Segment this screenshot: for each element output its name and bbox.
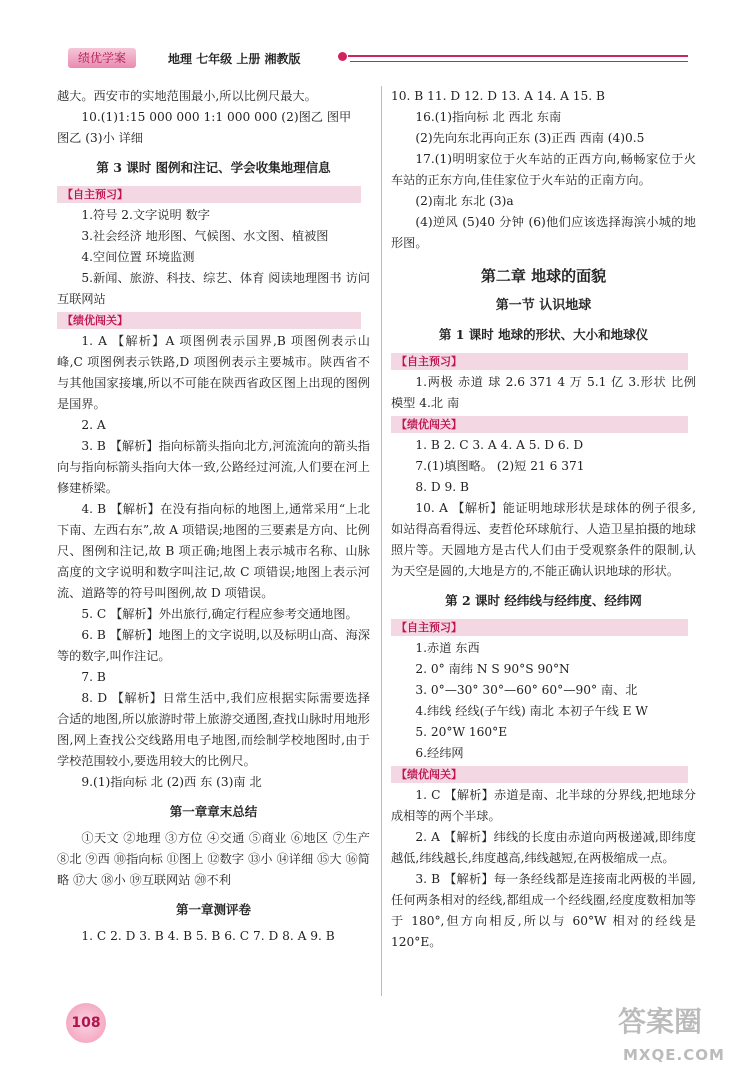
page-header (58, 40, 698, 72)
section-tag: 【绩优闯关】 (391, 766, 688, 783)
answer-line: 6.经纬网 (415, 746, 464, 760)
answer-line: 2. A 【解析】纬线的长度由赤道向两极递减,即纬度越低,纬线越长,纬度越高,纬线越短,在两极缩成一点。 (391, 830, 696, 865)
answer-line: 8. D 【解析】日常生活中,我们应根据实际需要选择合适的地图,所以旅游时带上旅游交通图,查找山脉时用地形图,网上查找公交线路用电子地图,而绘制学校地图时,由于学校范围较小,要选用较大的比例尺。 (57, 691, 370, 768)
column-divider (381, 86, 382, 996)
answer-line: 10. B 11. D 12. D 13. A 14. A 15. B (391, 89, 605, 103)
answer-line: 1.符号 2.文字说明 数字 (81, 208, 210, 222)
answer-line: 1.赤道 东西 (415, 641, 480, 655)
section-tag: 【自主预习】 (391, 619, 688, 636)
lesson-heading: 第 3 课时 图例和注记、学会收集地理信息 (96, 160, 331, 175)
lesson-heading: 第一章测评卷 (175, 902, 251, 917)
left-column (57, 86, 370, 947)
watermark-url: MXQE.COM (623, 1046, 725, 1064)
answer-line: 4.空间位置 环境监测 (81, 250, 195, 264)
answer-line: 2. 0° 南纬 N S 90°S 90°N (415, 662, 570, 676)
answer-line: 3. B 【解析】每一条经线都是连接南北两极的半圆,任何两条相对的经线,都组成一个经线圈,经度度数相加等于 180°,但方向相反,所以与 60°W 相对的经线是 120°E。 (391, 872, 696, 949)
answer-line: 3.社会经济 地形图、气候图、水文图、植被图 (81, 229, 329, 243)
answer-line: 5. C 【解析】外出旅行,确定行程应参考交通地图。 (81, 607, 358, 621)
answer-line: 7. B (81, 670, 106, 684)
section-heading: 第一节 认识地球 (495, 298, 592, 313)
header-rule-thin (350, 61, 688, 62)
brand-badge: 绩优学案 (68, 48, 136, 68)
answer-line: 7.(1)填图略。 (2)短 21 6 371 (415, 459, 585, 473)
answer-line: 16.(1)指向标 北 西北 东南 (415, 110, 562, 124)
answer-line: 1. A 【解析】A 项图例表示国界,B 项图例表示山峰,C 项图例表示铁路,D 项图例表示主要城市。陕西省不与其他国家接壤,所以不可能在陕西省政区图上出现的图例是国界。 (57, 334, 370, 411)
watermark-logo: 答案圈 (618, 1005, 703, 1038)
lesson-heading: 第 1 课时 地球的形状、大小和地球仪 (438, 327, 649, 342)
answer-line: 图乙 (3)小 详细 (57, 131, 143, 145)
answer-line: 1. C 2. D 3. B 4. B 5. B 6. C 7. D 8. A 9. B (81, 929, 335, 943)
answer-line: (4)逆风 (5)40 分钟 (6)他们应该选择海滨小城的地形图。 (391, 215, 696, 250)
answer-line: 6. B 【解析】地图上的文字说明,以及标明山高、海深等的数字,叫作注记。 (57, 628, 370, 663)
answer-line: (2)南北 东北 (3)a (415, 194, 514, 208)
answer-line: 10.(1)1:15 000 000 1:1 000 000 (2)图乙 图甲 (81, 110, 352, 124)
answer-line: 4.纬线 经线(子午线) 南北 本初子午线 E W (415, 704, 648, 718)
section-tag: 【绩优闯关】 (57, 312, 361, 329)
answer-line: ①天文 ②地理 ③方位 ④交通 ⑤商业 ⑥地区 ⑦生产 ⑧北 ⑨西 ⑩指向标 ⑪图上 ⑫数字 ⑬小 ⑭详细 ⑮大 ⑯简略 ⑰大 ⑱小 ⑲互联网站 ⑳不利 (57, 831, 370, 887)
answer-line: 10. A 【解析】能证明地球形状是球体的例子很多,如站得高看得远、麦哲伦环球航行、人造卫星拍摄的地球照片等。天圆地方是古代人们由于受观察条件的限制,认为天空是圆的,大地是方的,不能正确认识地球的形状。 (391, 501, 696, 578)
answer-line: 5.新闻、旅游、科技、综艺、体育 阅读地理图书 访问互联网站 (57, 271, 370, 306)
answer-line: 8. D 9. B (415, 480, 469, 494)
header-rule (348, 55, 688, 57)
answer-line: 2. A (81, 418, 106, 432)
subject-title: 地理 七年级 上册 湘教版 (168, 52, 301, 66)
page-number: 108 (66, 1003, 106, 1043)
chapter-heading: 第二章 地球的面貌 (480, 267, 607, 285)
answer-line: 4. B 【解析】在没有指向标的地图上,通常采用“上北下南、左西右东”,故 A 项错误;地图的三要素是方向、比例尺、图例和注记,故 B 项正确;地图上表示城市名称、山脉高度的文字说明和数字叫注记,故 C 项错误;地图上表示河流、道路等的符号叫图例,故 D 项错误。 (57, 502, 370, 600)
answer-line: 1. C 【解析】赤道是南、北半球的分界线,把地球分成相等的两个半球。 (391, 788, 696, 823)
answer-line: 9.(1)指向标 北 (2)西 东 (3)南 北 (81, 775, 262, 789)
answer-line: 越大。西安市的实地范围最小,所以比例尺最大。 (57, 89, 317, 103)
answer-line: 5. 20°W 160°E (415, 725, 508, 739)
lesson-heading: 第一章章末总结 (169, 804, 258, 819)
lesson-heading: 第 2 课时 经纬线与经纬度、经纬网 (445, 593, 642, 608)
section-tag: 【自主预习】 (57, 186, 361, 203)
answer-line: (2)先向东北再向正东 (3)正西 西南 (4)0.5 (415, 131, 645, 145)
answer-line: 1. B 2. C 3. A 4. A 5. D 6. D (415, 438, 584, 452)
answer-line: 3. B 【解析】指向标箭头指向北方,河流流向的箭头指向与指向标箭头指向大体一致,公路经过河流,人们要在河上修建桥梁。 (57, 439, 370, 495)
section-tag: 【绩优闯关】 (391, 416, 688, 433)
right-column (391, 86, 696, 953)
answer-line: 17.(1)明明家位于火车站的正西方向,畅畅家位于火车站的正东方向,佳佳家位于火车站的正南方向。 (391, 152, 696, 187)
header-dot (338, 52, 347, 61)
answer-line: 3. 0°—30° 30°—60° 60°—90° 南、北 (415, 683, 638, 697)
answer-line: 1.两极 赤道 球 2.6 371 4 万 5.1 亿 3.形状 比例 模型 4.北 南 (391, 375, 696, 410)
section-tag: 【自主预习】 (391, 353, 688, 370)
